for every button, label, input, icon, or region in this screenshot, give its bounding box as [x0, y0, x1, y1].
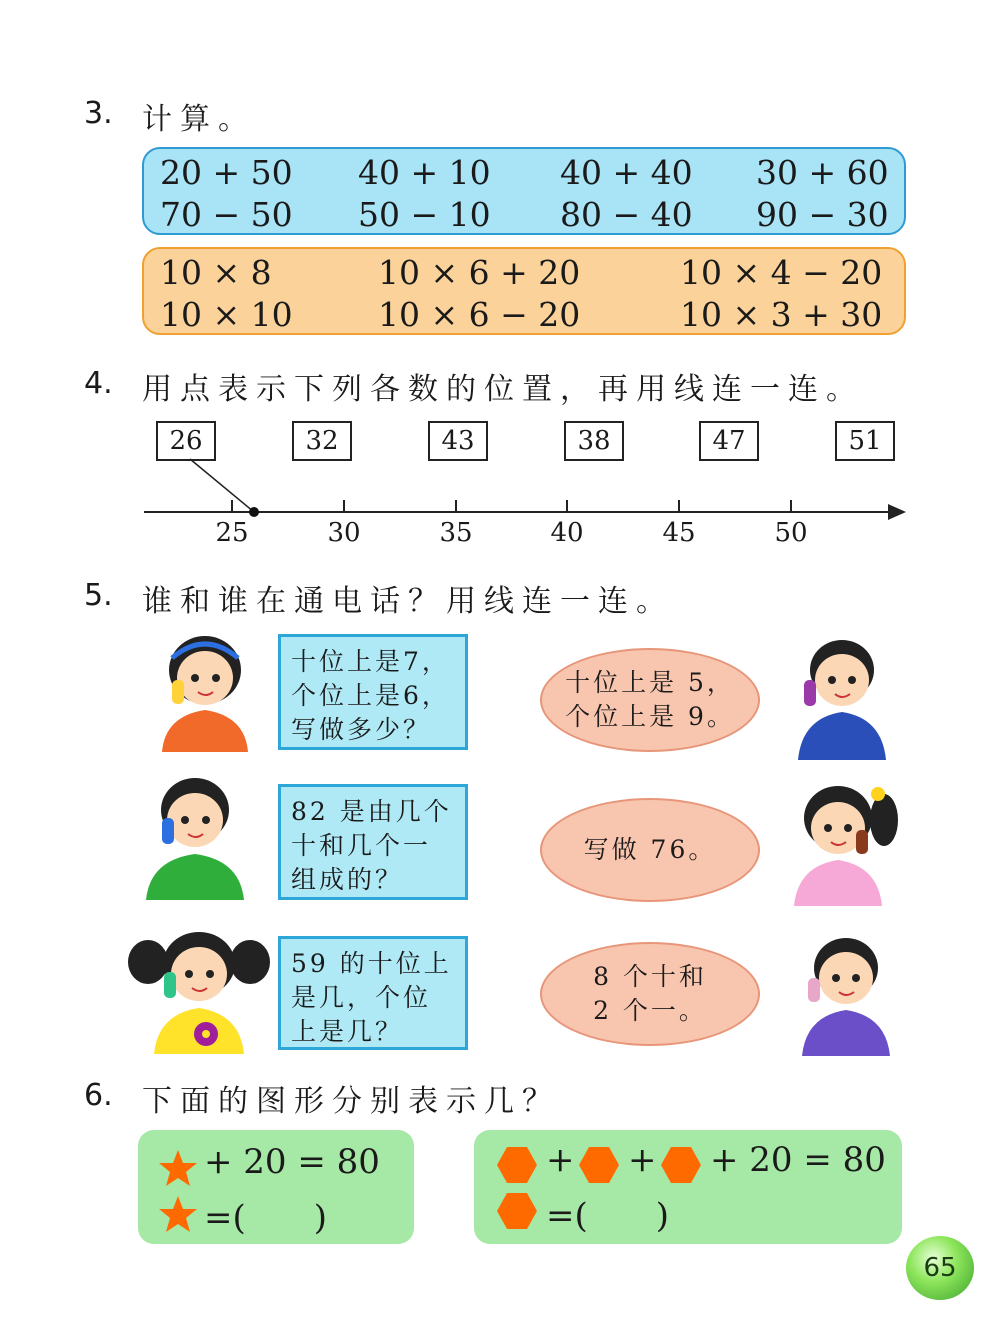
child-boy-green-icon	[140, 770, 250, 900]
q4-title: 用点表示下列各数的位置，再用线连一连。	[142, 372, 864, 407]
star-icon	[158, 1148, 198, 1188]
equation: + 20 = 80	[710, 1140, 886, 1180]
calc-item: 90 − 30	[756, 195, 889, 234]
answer-line: 十位上是 5，	[565, 668, 735, 697]
clue-line: 上是几？	[291, 1017, 404, 1046]
calc-item: 30 + 60	[756, 153, 889, 192]
page-number: 65	[923, 1253, 957, 1283]
calc-item: 10 × 3 + 30	[680, 295, 883, 334]
calc-item: 40 + 40	[560, 153, 693, 192]
q5-title: 谁和谁在通电话？用线连一连。	[142, 584, 674, 619]
plus-sign: +	[546, 1140, 575, 1180]
clue-line: 个位上是6，	[291, 681, 450, 710]
q6-left-panel	[138, 1130, 414, 1244]
child-boy-blue-icon	[790, 630, 890, 760]
tick-label: 25	[215, 518, 249, 548]
number-box: 26	[156, 421, 216, 461]
hexagon-icon	[496, 1146, 538, 1184]
page-number-badge	[906, 1236, 974, 1300]
answer-blank: =( )	[546, 1196, 670, 1236]
calc-item: 80 − 40	[560, 195, 693, 234]
calc-item: 10 × 4 − 20	[680, 253, 883, 292]
q5-number: 5.	[84, 578, 113, 613]
calc-item: 10 × 10	[160, 295, 293, 334]
answer-blank: =( )	[204, 1198, 328, 1238]
answer-line: 8 个十和	[593, 962, 707, 991]
clue-line: 组成的？	[291, 865, 404, 894]
child-boy-purple-icon	[786, 928, 910, 1056]
calc-item: 70 − 50	[160, 195, 293, 234]
clue-line: 82 是由几个	[291, 797, 452, 826]
hexagon-icon	[496, 1192, 538, 1230]
answer-line: 2 个一。	[593, 996, 707, 1025]
child-girl-orange-icon	[150, 628, 260, 752]
answer-ellipse	[540, 942, 760, 1046]
number-line	[0, 0, 1000, 560]
clue-box	[278, 936, 468, 1050]
calc-item: 40 + 10	[358, 153, 491, 192]
star-icon	[158, 1194, 198, 1234]
answer-line: 写做 76。	[583, 835, 717, 864]
number-box: 32	[292, 421, 352, 461]
number-box: 51	[835, 421, 895, 461]
calc-item: 10 × 6 − 20	[378, 295, 581, 334]
tick-label: 40	[550, 518, 584, 548]
answer-line: 个位上是 9。	[565, 702, 735, 731]
tick-label: 45	[662, 518, 696, 548]
clue-line: 59 的十位上	[291, 949, 452, 978]
answer-ellipse	[540, 798, 760, 902]
calc-item: 10 × 8	[160, 253, 272, 292]
calc-item: 50 − 10	[358, 195, 491, 234]
calc-item: 20 + 50	[160, 153, 293, 192]
number-box: 38	[564, 421, 624, 461]
clue-line: 十位上是7，	[291, 647, 450, 676]
hexagon-icon	[660, 1146, 702, 1184]
tick-label: 35	[439, 518, 473, 548]
q6-right-panel	[474, 1130, 902, 1244]
q3-number: 3.	[84, 96, 113, 131]
clue-line: 十和几个一	[291, 831, 432, 860]
answer-ellipse	[540, 648, 760, 752]
q3-title: 计算。	[142, 102, 256, 137]
clue-box	[278, 634, 468, 750]
q6-title: 下面的图形分别表示几？	[142, 1084, 560, 1119]
equation: + 20 = 80	[204, 1142, 380, 1182]
calc-item: 10 × 6 + 20	[378, 253, 581, 292]
tick-label: 30	[327, 518, 361, 548]
q6-number: 6.	[84, 1078, 113, 1113]
tick-label: 50	[774, 518, 808, 548]
clue-line: 写做多少？	[291, 715, 432, 744]
number-box: 43	[428, 421, 488, 461]
clue-line: 是几，个位	[291, 983, 432, 1012]
number-box: 47	[699, 421, 759, 461]
child-girl-yellow-icon	[124, 922, 274, 1054]
clue-box	[278, 784, 468, 900]
q4-number: 4.	[84, 366, 113, 401]
plus-sign: +	[628, 1140, 657, 1180]
hexagon-icon	[578, 1146, 620, 1184]
child-girl-pink-icon	[772, 776, 902, 906]
